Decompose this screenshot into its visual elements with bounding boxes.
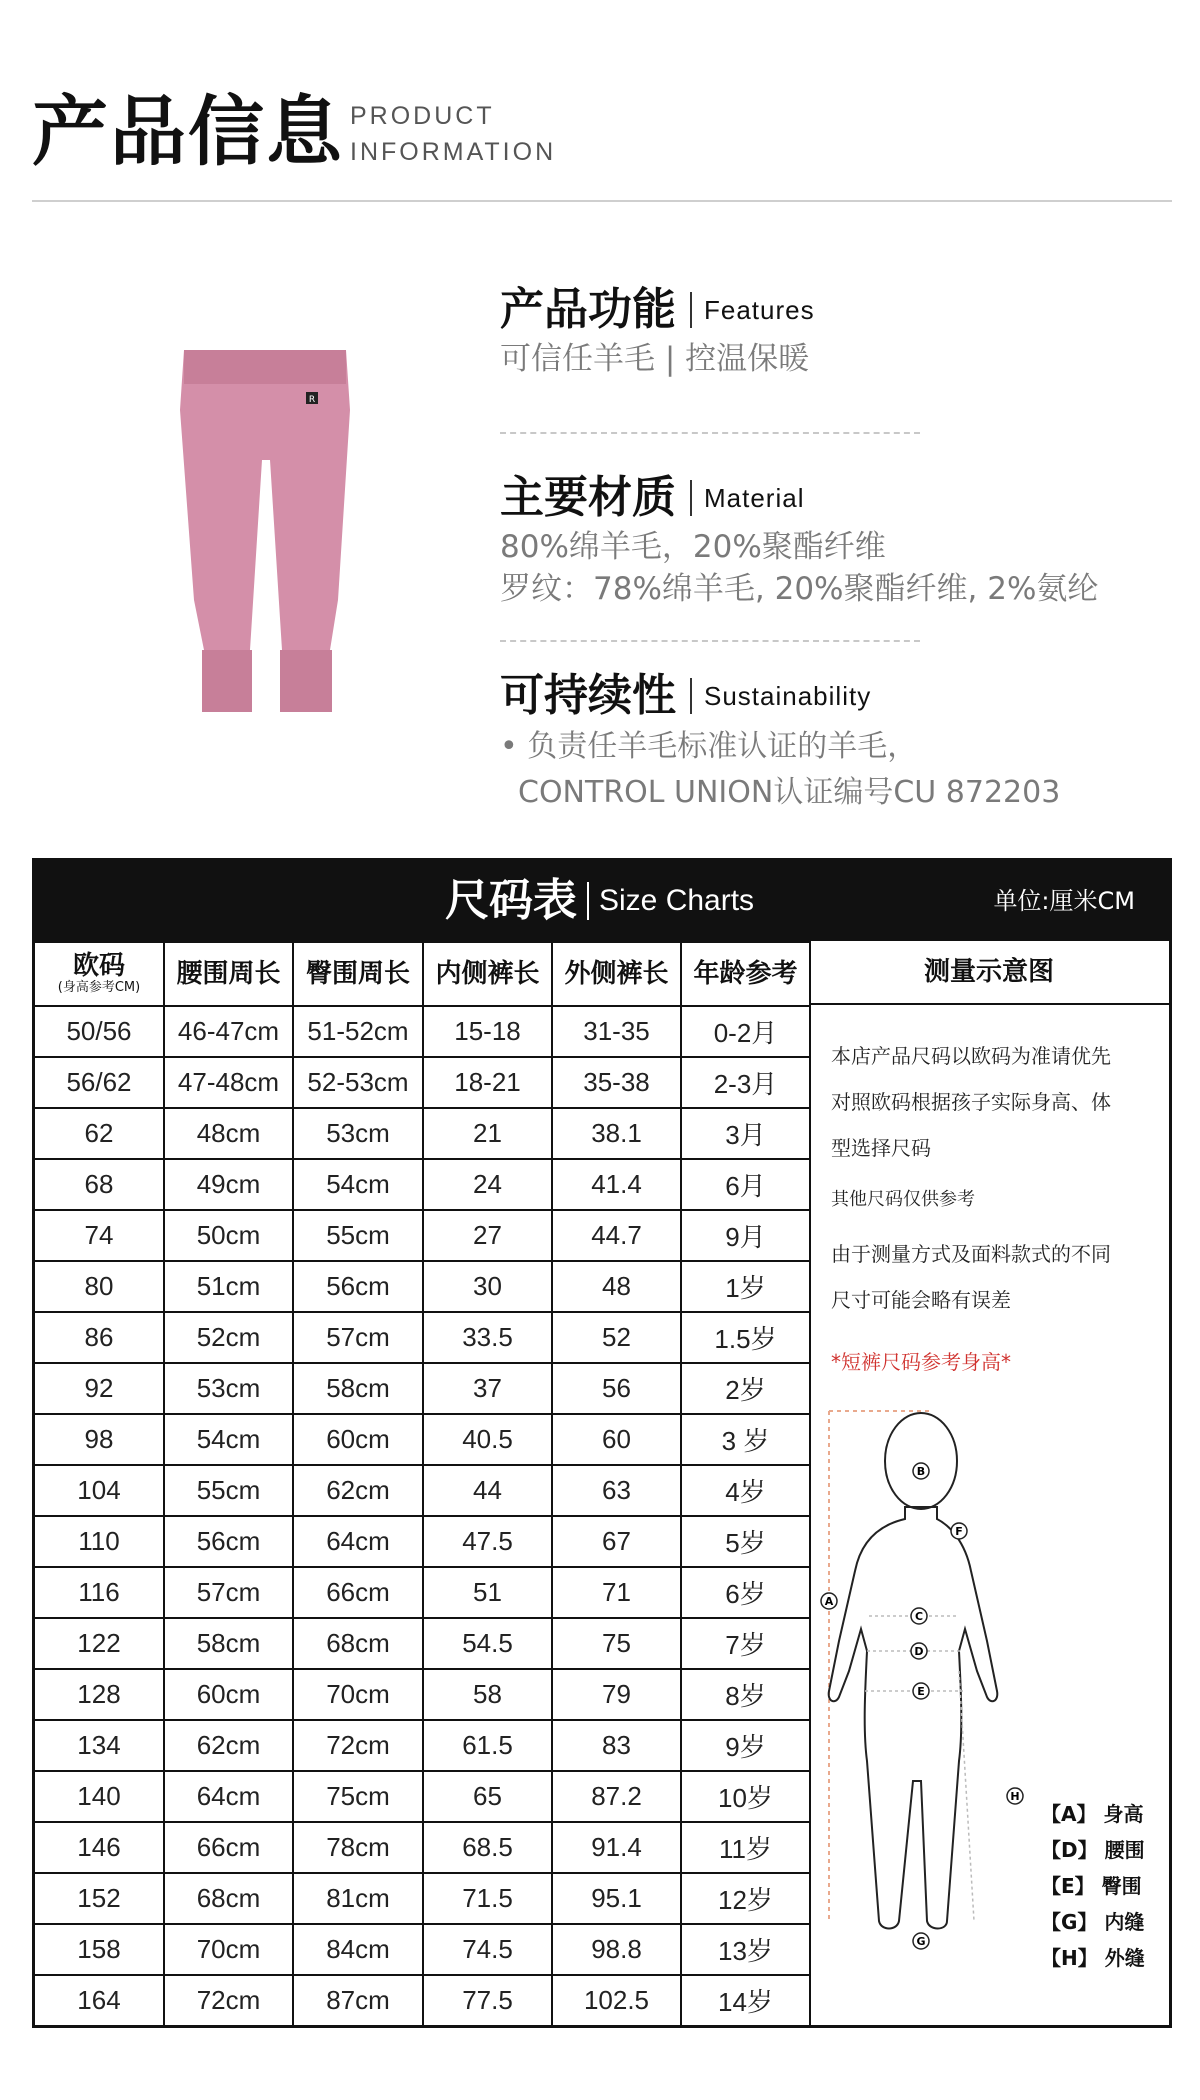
- features-line: 可信任羊毛 | 控温保暖: [500, 341, 810, 377]
- table-cell: 60: [552, 1414, 681, 1465]
- table-cell: 68cm: [164, 1873, 293, 1924]
- note-line-6: 尺寸可能会略有误差: [831, 1288, 1011, 1312]
- table-cell: 47-48cm: [164, 1057, 293, 1108]
- table-cell: 52cm: [164, 1312, 293, 1363]
- table-cell: 62cm: [164, 1720, 293, 1771]
- svg-text:G: G: [916, 1935, 926, 1948]
- table-cell: 54.5: [423, 1618, 552, 1669]
- header-title-cn: 产品信息: [32, 87, 344, 176]
- table-cell: 62: [35, 1108, 164, 1159]
- table-cell: 56cm: [293, 1261, 423, 1312]
- table-cell: 54cm: [293, 1159, 423, 1210]
- table-cell: 58cm: [293, 1363, 423, 1414]
- features-title-cn: 产品功能: [500, 284, 676, 335]
- table-cell: 33.5: [423, 1312, 552, 1363]
- table-cell: 110: [35, 1516, 164, 1567]
- table-cell: 35-38: [552, 1057, 681, 1108]
- svg-text:E: E: [917, 1685, 925, 1698]
- note-line-4: 其他尺码仅供参考: [831, 1189, 975, 1210]
- table-cell: 10岁: [681, 1771, 810, 1822]
- table-cell: 75: [552, 1618, 681, 1669]
- table-row: [35, 1465, 810, 1516]
- table-cell: 51cm: [164, 1261, 293, 1312]
- table-cell: 60cm: [293, 1414, 423, 1465]
- size-chart-unit: 单位:厘米CM: [993, 887, 1135, 915]
- table-cell: 6岁: [681, 1567, 810, 1618]
- table-cell: 54cm: [164, 1414, 293, 1465]
- svg-text:D: D: [914, 1645, 924, 1658]
- table-cell: 140: [35, 1771, 164, 1822]
- title-separator: [690, 480, 692, 516]
- table-cell: 40.5: [423, 1414, 552, 1465]
- material-section: [500, 470, 1180, 610]
- header-outseam: 外侧裤长: [552, 942, 681, 1006]
- table-cell: 72cm: [164, 1975, 293, 2026]
- table-cell: 52-53cm: [293, 1057, 423, 1108]
- dashed-divider: [500, 432, 920, 434]
- table-cell: 98.8: [552, 1924, 681, 1975]
- table-cell: 2-3月: [681, 1057, 810, 1108]
- table-cell: 18-21: [423, 1057, 552, 1108]
- sustainability-section: [500, 668, 1180, 816]
- table-cell: 152: [35, 1873, 164, 1924]
- table-cell: 74.5: [423, 1924, 552, 1975]
- legend-a: 【A】 身高: [1041, 1802, 1144, 1826]
- table-cell: 77.5: [423, 1975, 552, 2026]
- table-cell: 146: [35, 1822, 164, 1873]
- table-cell: 8岁: [681, 1669, 810, 1720]
- page-header: [32, 84, 1172, 204]
- material-line-1: 80%绵羊毛，20%聚酯纤维: [500, 529, 886, 565]
- note-line-red: *短裤尺码参考身高*: [831, 1350, 1011, 1374]
- table-cell: 71: [552, 1567, 681, 1618]
- features-section: [500, 282, 1180, 380]
- header-waist: 腰围周长: [164, 942, 293, 1006]
- table-body: [35, 1006, 810, 2026]
- table-cell: 50/56: [35, 1006, 164, 1057]
- size-chart-title-en: Size Charts: [599, 884, 755, 917]
- table-row: [35, 1414, 810, 1465]
- table-cell: 63: [552, 1465, 681, 1516]
- bullet-dot: •: [500, 729, 518, 764]
- header-hip: 臀围周长: [293, 942, 423, 1006]
- table-cell: 1.5岁: [681, 1312, 810, 1363]
- logo-tag-letter: R: [308, 395, 316, 405]
- table-cell: 48cm: [164, 1108, 293, 1159]
- pants-left-cuff: [202, 650, 252, 712]
- table-cell: 21: [423, 1108, 552, 1159]
- measurement-panel-title: 测量示意图: [809, 941, 1169, 1005]
- header-eu-size-label: 欧码: [72, 951, 125, 981]
- table-cell: 48: [552, 1261, 681, 1312]
- table-cell: 0-2月: [681, 1006, 810, 1057]
- table-header-row: [35, 942, 810, 1006]
- table-cell: 57cm: [293, 1312, 423, 1363]
- table-cell: 70cm: [164, 1924, 293, 1975]
- table-cell: 87.2: [552, 1771, 681, 1822]
- header-inseam: 内侧裤长: [423, 942, 552, 1006]
- table-row: [35, 1363, 810, 1414]
- label-g: [913, 1933, 929, 1949]
- table-row: [35, 1108, 810, 1159]
- table-cell: 80: [35, 1261, 164, 1312]
- sustainability-title: [500, 668, 1180, 724]
- table-cell: 64cm: [293, 1516, 423, 1567]
- table-cell: 72cm: [293, 1720, 423, 1771]
- note-line-3: 型选择尺码: [831, 1136, 931, 1160]
- pants-body: [180, 350, 350, 650]
- table-cell: 50cm: [164, 1210, 293, 1261]
- material-title: [500, 470, 1180, 526]
- table-cell: 81cm: [293, 1873, 423, 1924]
- material-title-en: Material: [704, 483, 805, 513]
- table-cell: 158: [35, 1924, 164, 1975]
- svg-text:C: C: [914, 1610, 924, 1623]
- table-cell: 2岁: [681, 1363, 810, 1414]
- sustainability-title-cn: 可持续性: [500, 670, 676, 721]
- table-cell: 12岁: [681, 1873, 810, 1924]
- table-cell: 66cm: [293, 1567, 423, 1618]
- table-cell: 57cm: [164, 1567, 293, 1618]
- note-line-1: 本店产品尺码以欧码为准请优先: [831, 1044, 1111, 1068]
- table-cell: 6月: [681, 1159, 810, 1210]
- size-chart-title: [445, 869, 754, 933]
- label-e: [913, 1683, 929, 1699]
- table-cell: 47.5: [423, 1516, 552, 1567]
- table-cell: 38.1: [552, 1108, 681, 1159]
- header-age: 年龄参考: [681, 942, 810, 1006]
- product-pants-image: [170, 350, 360, 730]
- figure-body: [829, 1507, 998, 1929]
- table-cell: 102.5: [552, 1975, 681, 2026]
- table-cell: 56cm: [164, 1516, 293, 1567]
- table-cell: 30: [423, 1261, 552, 1312]
- table-cell: 87cm: [293, 1975, 423, 2026]
- sustainability-line-2: CONTROL UNION认证编号CU 872203: [518, 775, 1061, 810]
- table-cell: 51: [423, 1567, 552, 1618]
- table-cell: 9岁: [681, 1720, 810, 1771]
- table-cell: 4岁: [681, 1465, 810, 1516]
- legend-d: 【D】 腰围: [1041, 1838, 1145, 1862]
- table-row: [35, 1669, 810, 1720]
- table-cell: 14岁: [681, 1975, 810, 2026]
- table-cell: 1岁: [681, 1261, 810, 1312]
- size-table: [35, 941, 811, 2027]
- svg-text:H: H: [1010, 1790, 1020, 1803]
- table-cell: 78cm: [293, 1822, 423, 1873]
- table-cell: 64cm: [164, 1771, 293, 1822]
- table-cell: 68: [35, 1159, 164, 1210]
- table-row: [35, 1618, 810, 1669]
- header-title-en: [350, 98, 556, 170]
- table-cell: 116: [35, 1567, 164, 1618]
- table-cell: 11岁: [681, 1822, 810, 1873]
- table-cell: 56/62: [35, 1057, 164, 1108]
- table-cell: 56: [552, 1363, 681, 1414]
- note-line-5: 由于测量方式及面料款式的不同: [831, 1242, 1111, 1266]
- table-cell: 91.4: [552, 1822, 681, 1873]
- sustainability-text-1: 负责任羊毛标准认证的羊毛，: [527, 729, 918, 764]
- sustainability-title-en: Sustainability: [704, 681, 872, 711]
- table-row: [35, 1873, 810, 1924]
- table-row: [35, 1261, 810, 1312]
- dashed-divider: [500, 640, 920, 642]
- table-cell: 3月: [681, 1108, 810, 1159]
- header-eu-size: [35, 942, 164, 1006]
- svg-text:B: B: [916, 1465, 926, 1478]
- table-cell: 41.4: [552, 1159, 681, 1210]
- table-cell: 3 岁: [681, 1414, 810, 1465]
- table-cell: 55cm: [164, 1465, 293, 1516]
- table-cell: 71.5: [423, 1873, 552, 1924]
- table-cell: 44.7: [552, 1210, 681, 1261]
- pants-waistband: [184, 350, 346, 384]
- table-cell: 52: [552, 1312, 681, 1363]
- title-separator: [690, 678, 692, 714]
- size-chart: [32, 858, 1172, 2028]
- table-cell: 67: [552, 1516, 681, 1567]
- table-cell: 86: [35, 1312, 164, 1363]
- title-separator: [587, 882, 589, 920]
- label-h: [1007, 1788, 1023, 1804]
- header-title-en-line1: PRODUCT: [350, 102, 495, 130]
- table-cell: 104: [35, 1465, 164, 1516]
- table-row: [35, 1924, 810, 1975]
- table-cell: 24: [423, 1159, 552, 1210]
- table-cell: 44: [423, 1465, 552, 1516]
- table-cell: 74: [35, 1210, 164, 1261]
- table-cell: 75cm: [293, 1771, 423, 1822]
- size-chart-header: [35, 861, 1169, 941]
- label-d: [911, 1643, 927, 1659]
- table-cell: 134: [35, 1720, 164, 1771]
- table-cell: 58cm: [164, 1618, 293, 1669]
- features-title-en: Features: [704, 295, 815, 325]
- table-cell: 83: [552, 1720, 681, 1771]
- legend-g: 【G】 内缝: [1041, 1910, 1145, 1934]
- features-title: [500, 282, 1180, 338]
- table-cell: 79: [552, 1669, 681, 1720]
- table-cell: 9月: [681, 1210, 810, 1261]
- svg-text:A: A: [824, 1595, 834, 1608]
- outseam-guide: [959, 1671, 974, 1921]
- figure-head: [885, 1413, 957, 1509]
- table-cell: 58: [423, 1669, 552, 1720]
- table-cell: 92: [35, 1363, 164, 1414]
- table-cell: 95.1: [552, 1873, 681, 1924]
- table-cell: 5岁: [681, 1516, 810, 1567]
- header-divider: [32, 200, 1172, 202]
- size-chart-title-cn: 尺码表: [445, 875, 577, 926]
- table-row: [35, 1516, 810, 1567]
- title-separator: [690, 292, 692, 328]
- table-cell: 61.5: [423, 1720, 552, 1771]
- table-row: [35, 1720, 810, 1771]
- table-cell: 70cm: [293, 1669, 423, 1720]
- table-row: [35, 1567, 810, 1618]
- sustainability-line-1: [500, 724, 1180, 770]
- table-cell: 31-35: [552, 1006, 681, 1057]
- table-row: [35, 1159, 810, 1210]
- header-eu-size-sub: (身高参考CM): [57, 980, 141, 995]
- table-row: [35, 1822, 810, 1873]
- table-row: [35, 1771, 810, 1822]
- label-c: [911, 1608, 927, 1624]
- table-cell: 65: [423, 1771, 552, 1822]
- table-cell: 53cm: [164, 1363, 293, 1414]
- pants-right-cuff: [280, 650, 332, 712]
- table-row: [35, 1057, 810, 1108]
- material-line-2: 罗纹：78%绵羊毛, 20%聚酯纤维, 2%氨纶: [500, 571, 1099, 607]
- note-line-2: 对照欧码根据孩子实际身高、体: [831, 1090, 1111, 1114]
- table-cell: 122: [35, 1618, 164, 1669]
- table-row: [35, 1006, 810, 1057]
- table-cell: 66cm: [164, 1822, 293, 1873]
- label-a: [821, 1593, 837, 1609]
- table-cell: 15-18: [423, 1006, 552, 1057]
- table-cell: 55cm: [293, 1210, 423, 1261]
- svg-text:F: F: [955, 1525, 963, 1538]
- table-cell: 46-47cm: [164, 1006, 293, 1057]
- table-cell: 13岁: [681, 1924, 810, 1975]
- table-cell: 84cm: [293, 1924, 423, 1975]
- table-row: [35, 1975, 810, 2026]
- table-row: [35, 1312, 810, 1363]
- table-cell: 60cm: [164, 1669, 293, 1720]
- legend-h: 【H】 外缝: [1041, 1946, 1145, 1970]
- label-b: [913, 1463, 929, 1479]
- table-cell: 7岁: [681, 1618, 810, 1669]
- table-cell: 68.5: [423, 1822, 552, 1873]
- legend-e: 【E】 臀围: [1041, 1874, 1142, 1898]
- table-cell: 62cm: [293, 1465, 423, 1516]
- table-cell: 68cm: [293, 1618, 423, 1669]
- table-cell: 128: [35, 1669, 164, 1720]
- header-title-en-line2: INFORMATION: [350, 138, 557, 166]
- table-cell: 98: [35, 1414, 164, 1465]
- table-cell: 37: [423, 1363, 552, 1414]
- table-cell: 51-52cm: [293, 1006, 423, 1057]
- material-title-cn: 主要材质: [500, 472, 676, 523]
- table-cell: 27: [423, 1210, 552, 1261]
- table-cell: 53cm: [293, 1108, 423, 1159]
- label-f: [951, 1523, 967, 1539]
- table-cell: 49cm: [164, 1159, 293, 1210]
- measurement-panel: [809, 941, 1169, 2025]
- table-row: [35, 1210, 810, 1261]
- table-cell: 164: [35, 1975, 164, 2026]
